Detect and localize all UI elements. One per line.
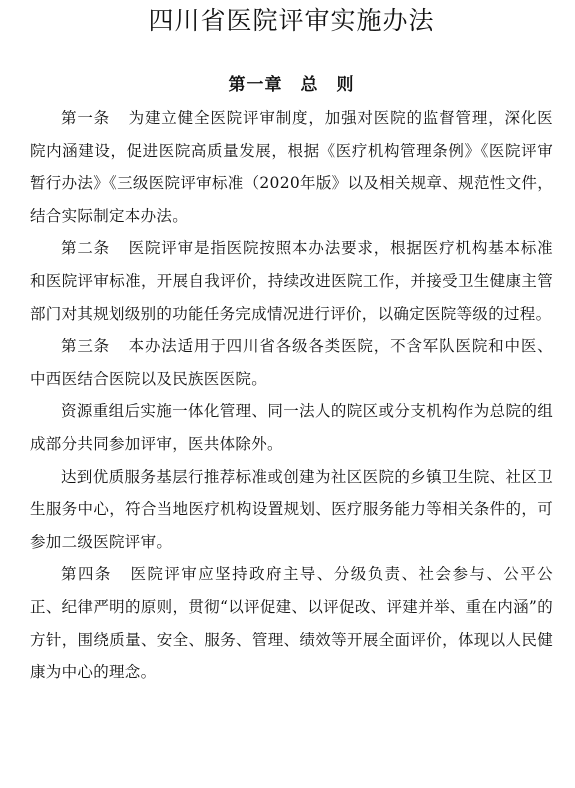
article-label: 第四条 bbox=[61, 565, 112, 584]
paragraph-text: 本办法适用于四川省各级各类医院，不含军队医院和中医、中西医结合医院以及民族医医院。 bbox=[30, 337, 553, 388]
paragraph-text: 医院评审是指医院按照本办法要求，根据医疗机构基本标准和医院评审标准，开展自我评价，持续改进医院工作，并接受卫生健康主管部门对其规划级别的功能任务完成情况进行评价，以确定医院等级的过程。 bbox=[30, 239, 553, 323]
paragraph-text: 资源重组后实施一体化管理、同一法人的院区或分支机构作为总院的组成部分共同参加评审，医共体除外。 bbox=[30, 402, 553, 453]
paragraph-text: 为建立健全医院评审制度，加强对医院的监督管理，深化医院内涵建设，促进医院高质量发展，根据《医疗机构管理条例》《医院评审暂行办法》《三级医院评审标准（2020年版》以及相关规章、规范性文件，结合实际制定本办法。 bbox=[30, 109, 553, 225]
paragraph-text: 达到优质服务基层行推荐标准或创建为社区医院的乡镇卫生院、社区卫生服务中心，符合当地医疗机构设置规划、医疗服务能力等相关条件的，可参加二级医院评审。 bbox=[30, 467, 553, 551]
document-body bbox=[30, 102, 553, 689]
article-label: 第一条 bbox=[61, 109, 111, 127]
article-2-paragraph bbox=[30, 232, 553, 330]
article-3-clause-2 bbox=[30, 395, 553, 460]
article-label: 第二条 bbox=[61, 239, 111, 258]
document-title: 四川省医院评审实施办法 bbox=[148, 6, 435, 35]
paragraph-text: 医院评审应坚持政府主导、分级负责、社会参与、公平公正、纪律严明的原则，贯彻“以评促建、以评促改、评建并举、重在内涵”的方针，围绕质量、安全、服务、管理、绩效等开展全面评价，体现以人民健康为中心的理念。 bbox=[30, 565, 553, 682]
article-1-paragraph bbox=[30, 102, 553, 232]
chapter-title: 第一章 总 则 bbox=[228, 75, 355, 95]
article-3-clause-3 bbox=[30, 461, 553, 559]
article-label: 第三条 bbox=[61, 337, 111, 356]
article-3-paragraph bbox=[30, 330, 553, 395]
article-4-paragraph bbox=[30, 558, 553, 688]
